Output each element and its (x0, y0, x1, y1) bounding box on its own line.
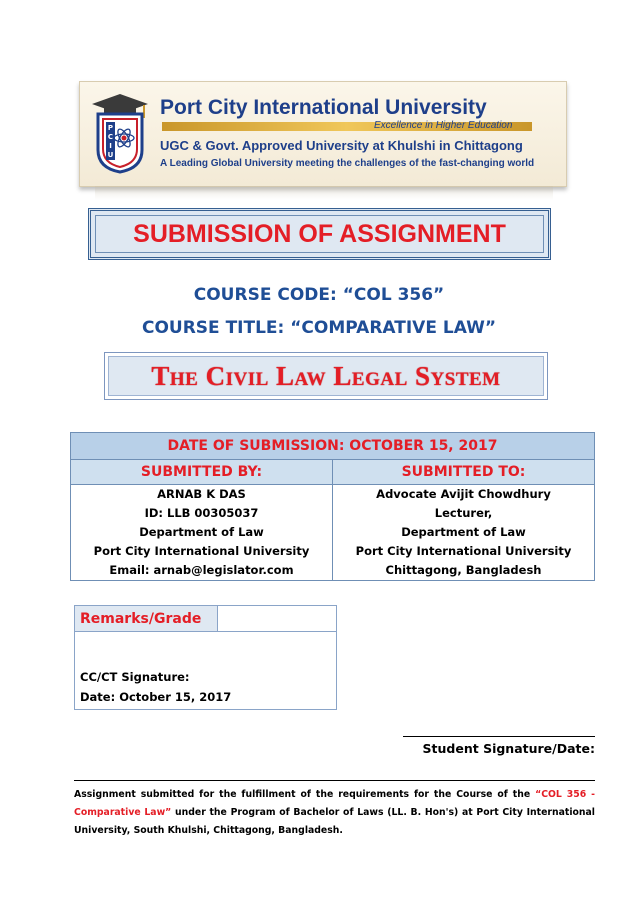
student-email: Email: arnab@legislator.com (109, 563, 294, 577)
svg-text:I: I (109, 142, 112, 150)
footer-text-2: under the Program of Bachelor of Laws (LL. B. Hon's) at Port City International University, South Khulshi, Chittagong, Bangladesh. (74, 807, 595, 836)
teacher-location: Chittagong, Bangladesh (385, 563, 542, 577)
remarks-header: Remarks/Grade (75, 606, 218, 632)
topic-title-box (104, 352, 548, 400)
student-signature-label: Student Signature/Date: (422, 741, 595, 756)
student-id: ID: LLB 00305037 (144, 506, 259, 520)
banner-reflection (95, 186, 553, 200)
teacher-name: Advocate Avijit Chowdhury (376, 487, 551, 501)
svg-text:P: P (107, 124, 114, 132)
approval-line: UGC & Govt. Approved University at Khulshi in Chittagong (160, 138, 523, 153)
topic-title: The Civil Law Legal System (151, 360, 501, 391)
cc-ct-signature: CC/CT Signature: (80, 670, 190, 684)
submitted-to-header: SUBMITTED TO: (333, 460, 595, 485)
student-department: Department of Law (139, 525, 264, 539)
svg-text:C: C (107, 133, 114, 141)
remarks-date: Date: October 15, 2017 (80, 690, 232, 704)
submitted-to-cell (333, 485, 595, 581)
university-tagline: Excellence in Higher Education (374, 120, 513, 131)
footer-course-highlight: “COL 356 - Comparative Law” (74, 789, 595, 818)
teacher-university: Port City International University (355, 544, 572, 558)
submission-title-box (88, 208, 551, 260)
student-name: ARNAB K DAS (157, 487, 246, 501)
teacher-department: Department of Law (401, 525, 526, 539)
submission-table (70, 432, 595, 581)
mission-line: A Leading Global University meeting the challenges of the fast-changing world (160, 158, 535, 169)
footer-divider (74, 780, 595, 781)
footer-text-1: Assignment submitted for the fulfillment of the requirements for the Course of the (74, 789, 536, 800)
signature-line (403, 736, 595, 737)
course-title: COURSE TITLE: “COMPARATIVE LAW” (141, 318, 497, 338)
teacher-title: Lecturer, (434, 506, 493, 520)
submission-title: SUBMISSION OF ASSIGNMENT (133, 219, 506, 248)
date-of-submission: DATE OF SUBMISSION: OCTOBER 15, 2017 (71, 433, 595, 460)
course-code: COURSE CODE: “COL 356” (193, 285, 445, 305)
remarks-box (74, 605, 337, 710)
university-logo (90, 92, 150, 174)
submitted-by-header: SUBMITTED BY: (71, 460, 333, 485)
remarks-divider (218, 631, 337, 632)
svg-text:U: U (107, 151, 114, 159)
university-banner (79, 81, 567, 187)
footer-statement (74, 786, 595, 840)
university-name: Port City International University (160, 96, 487, 119)
submitted-by-cell (71, 485, 333, 581)
student-university: Port City International University (93, 544, 310, 558)
